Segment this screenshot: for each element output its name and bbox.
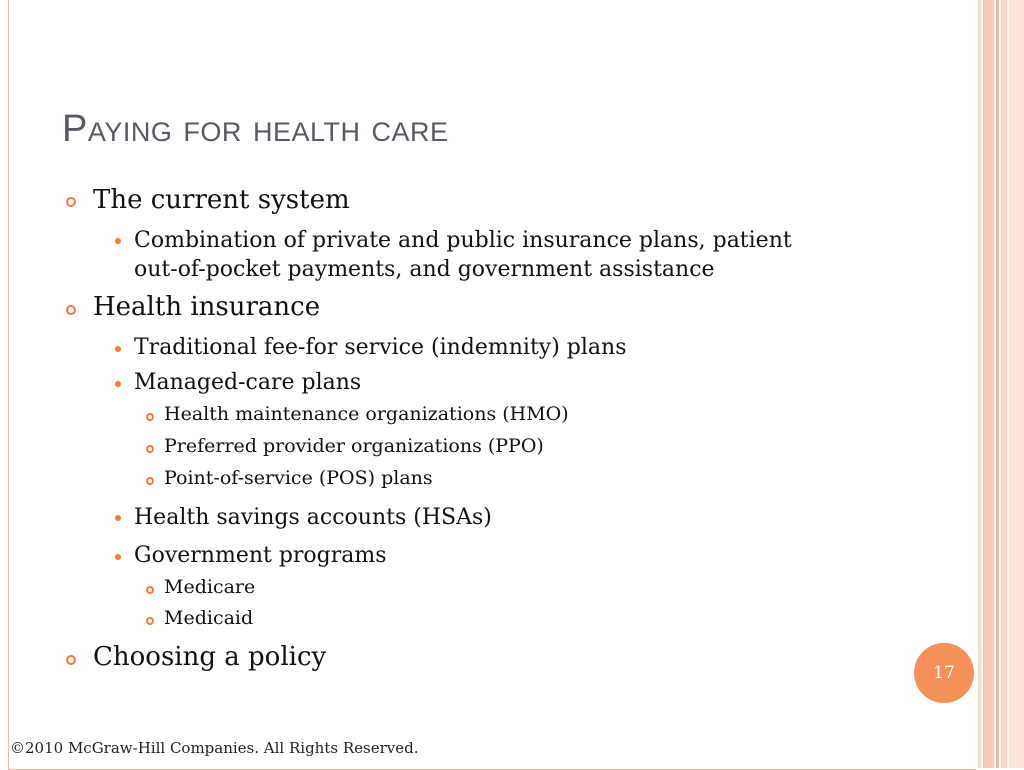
ring-bullet-icon [66, 197, 76, 207]
dot-bullet-icon [115, 346, 121, 352]
bullet-managed-care: Managed-care plans [134, 370, 362, 395]
bullet-medicaid: Medicaid [164, 607, 254, 629]
stripe [996, 0, 999, 768]
bullet-combination-cont: out-of-pocket payments, and government assistance [134, 257, 715, 282]
bullet-combination: Combination of private and public insurance plans, patient [134, 228, 792, 253]
bullet-choosing: Choosing a policy [93, 642, 327, 672]
dot-bullet-icon [115, 238, 121, 244]
dot-bullet-icon [115, 515, 121, 521]
ring-bullet-icon [146, 445, 154, 453]
bullet-medicare: Medicare [164, 576, 256, 598]
bullet-traditional: Traditional fee-for service (indemnity) plans [134, 335, 627, 360]
dot-bullet-icon [115, 381, 121, 387]
stripe [983, 0, 994, 768]
page-number-badge [914, 643, 974, 703]
bullet-hmo: Health maintenance organizations (HMO) [164, 403, 569, 425]
bullet-pos: Point-of-service (POS) plans [164, 467, 433, 489]
stripe [1001, 0, 1007, 768]
ring-bullet-icon [66, 655, 76, 665]
ring-bullet-icon [146, 477, 154, 485]
stripe [978, 0, 981, 768]
stripe [1009, 0, 1024, 768]
decorative-stripes [978, 0, 1024, 768]
bullet-hsa: Health savings accounts (HSAs) [134, 505, 492, 530]
page-number: 17 [933, 663, 955, 683]
ring-bullet-icon [146, 413, 154, 421]
bullet-health-insurance: Health insurance [93, 292, 321, 322]
ring-bullet-icon [146, 586, 154, 594]
dot-bullet-icon [115, 554, 121, 560]
bullet-ppo: Preferred provider organizations (PPO) [164, 435, 544, 457]
copyright-footer: ©2010 McGraw-Hill Companies. All Rights Reserved. [10, 739, 419, 757]
slide-title: Paying for health care [62, 108, 449, 150]
bullet-government: Government programs [134, 543, 387, 568]
bullet-current-system: The current system [93, 185, 350, 215]
ring-bullet-icon [146, 617, 154, 625]
ring-bullet-icon [66, 305, 76, 315]
